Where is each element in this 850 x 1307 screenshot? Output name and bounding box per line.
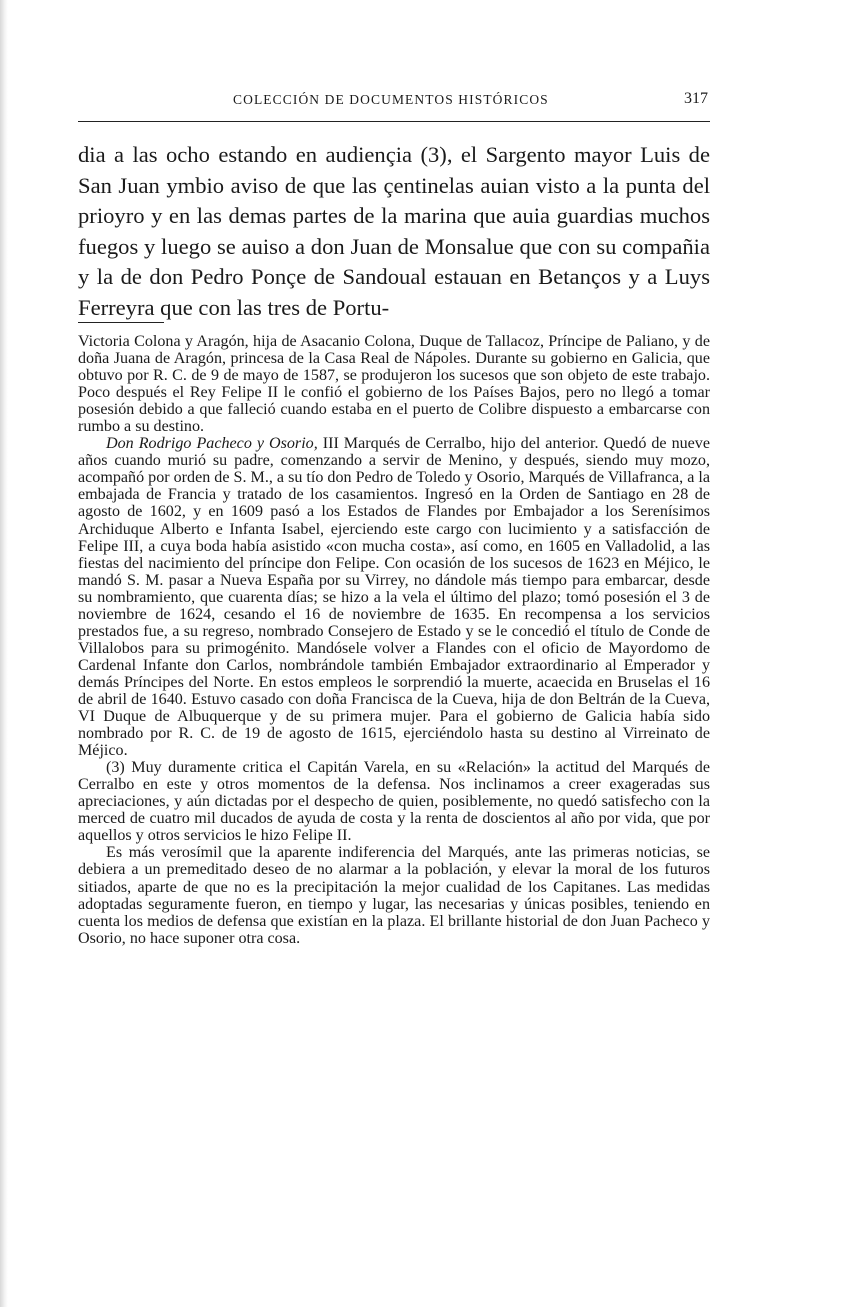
footnote-biography (78, 435, 710, 759)
main-paragraph: dia a las ocho estando en audiençia (3), el Sargento mayor Luis de San Juan ymbio aviso de que las çentinelas auian visto a la punta del prioyro y en las demas partes de la marina que auia guardias muchos fuegos y luego se auiso a don Juan de Monsalue que con su compañia y la de don Pedro Ponçe de Sandoual estauan en Betanços y a Luys Ferreyra que con las tres de Portu- (78, 142, 710, 320)
running-head: COLECCIÓN DE DOCUMENTOS HISTÓRICOS (233, 92, 549, 107)
page-header (78, 90, 710, 112)
footnote-3: (3) Muy duramente critica el Capitán Varela, en su «Relación» la actitud del Marqués de Cerralbo en este y otros momentos de la defensa. Nos inclinamos a creer exageradas sus apreciaciones, y aún dictadas por el despecho de quien, posiblemente, no quedó satisfecho con la merced de cuatro mil ducados de ayuda de costa y la renta de doscientos al año por vida, que por aquellos y otros servicios le hizo Felipe II. (78, 759, 710, 845)
header-rule (78, 121, 710, 122)
footnote-continuation: Victoria Colona y Aragón, hija de Asacanio Colona, Duque de Tallacoz, Príncipe de Paliano, y de doña Juana de Aragón, princesa de la Casa Real de Nápoles. Durante su gobierno en Galicia, que obtuvo por R. C. de 9 de mayo de 1587, se produjeron los sucesos que son objeto de este trabajo. Poco después el Rey Felipe II le confió el gobierno de los Países Bajos, pero no llegó a tomar posesión debido a que falleció cuando estaba en el puerto de Colibre dispuesto a embarcarse con rumbo a su destino. (78, 333, 710, 436)
biography-name: Don Rodrigo Pacheco y Osorio, (106, 435, 318, 453)
footnote-separator (78, 322, 164, 323)
page-number: 317 (684, 90, 708, 107)
scan-edge-shadow (0, 0, 8, 1307)
footnotes-block (78, 333, 710, 947)
main-text-block (78, 140, 710, 324)
biography-text: III Marqués de Cerralbo, hijo del anterior. Quedó de nueve años cuando murió su padre, comenzando a servir de Menino, y después, siendo muy mozo, acompañó por orden de S. M., a su tío don Pedro de Toledo y Osorio, Marqués de Villafranca, a la embajada de Francia y tratado de los casamientos. Ingresó en la Orden de Santiago en 28 de agosto de 1602, y en 1609 pasó a los Estados de Flandes por Embajador a los Serenísimos Archiduque Alberto e Infanta Isabel, ejerciendo este cargo con lucimiento y a satisfacción de Felipe III, a cuya boda había asistido «con mucha costa», así como, en 1605 en Valladolid, a las fiestas del nacimiento del príncipe don Felipe. Con ocasión de los sucesos de 1623 en Méjico, le mandó S. M. pasar a Nueva España por su Virrey, no dándole más tiempo para embarcar, desde su nombramiento, que cuarenta días; se hizo a la vela el último del plazo; tomó posesión el 3 de noviembre de 1624, cesando el 16 de noviembre de 1635. En recompensa a los servicios prestados fue, a su regreso, nombrado Consejero de Estado y se le concedió el título de Conde de Villalobos para su primogénito. Mandósele volver a Flandes con el oficio de Mayordomo de Cardenal Infante don Carlos, nombrándole también Embajador extraordinario al Emperador y demás Príncipes del Norte. En estos empleos le sorprendió la muerte, acaecida en Bruselas el 16 de abril de 1640. Estuvo casado con doña Francisca de la Cueva, hija de don Beltrán de la Cueva, VI Duque de Albuquerque y de su primera mujer. Para el gobierno de Galicia había sido nombrado por R. C. de 19 de agosto de 1615, ejerciéndolo hasta su destino al Virreinato de Méjico. (78, 435, 710, 760)
footnote-3-continuation: Es más verosímil que la aparente indiferencia del Marqués, ante las primeras noticias, se debiera a un premeditado deseo de no alarmar a la población, y elevar la moral de los futuros sitiados, aparte de que no es la precipitación la mejor cualidad de los Capitanes. Las medidas adoptadas seguramente fueron, en tiempo y lugar, las necesarias y únicas posibles, teniendo en cuenta los medios de defensa que existían en la plaza. El brillante historial de don Juan Pacheco y Osorio, no hace suponer otra cosa. (78, 844, 710, 947)
